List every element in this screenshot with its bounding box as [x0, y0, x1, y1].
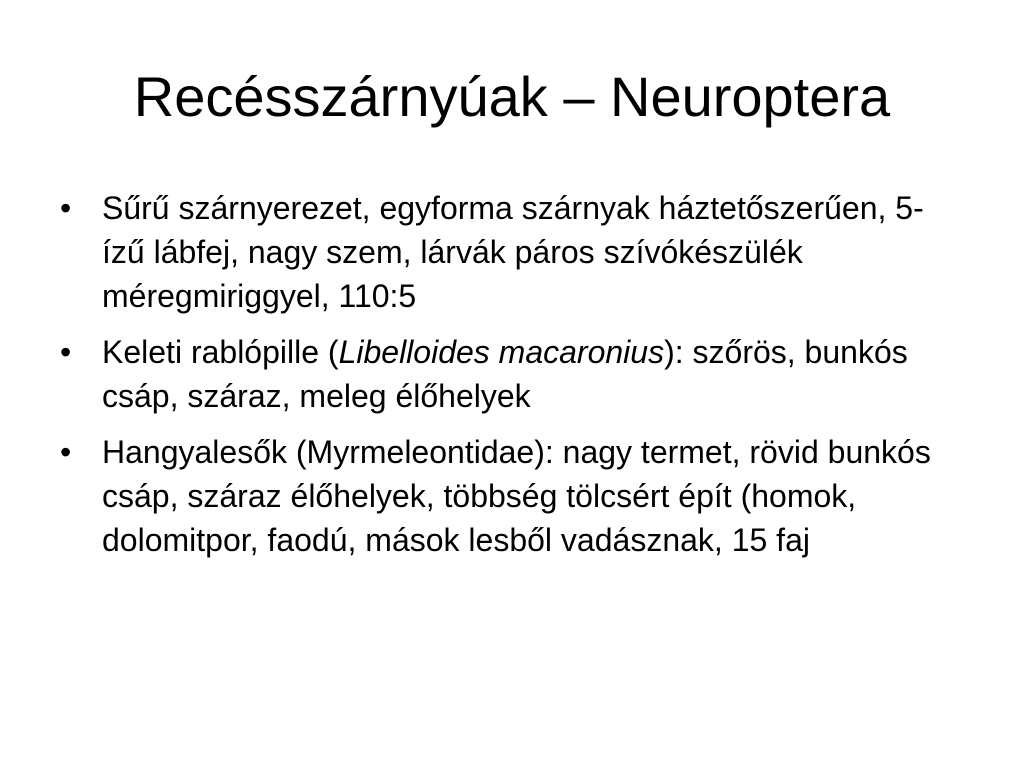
bullet-list: [60, 186, 960, 574]
species-name: Libelloides macaronius: [338, 334, 665, 370]
bullet-text: Hangyalesők (Myrmeleontidae): nagy termet, rövid bunkós csáp, száraz élőhelyek, többség tölcsért épít (homok, dolomitpor, faodú, mások lesből vadásznak, 15 faj: [102, 434, 931, 558]
bullet-icon: •: [60, 434, 72, 470]
bullet-icon: •: [60, 190, 72, 226]
bullet-text-prefix: Keleti rablópille (: [102, 334, 339, 370]
bullet-item: [60, 430, 960, 562]
slide-title: Recésszárnyúak – Neuroptera: [133, 65, 891, 128]
bullet-icon: •: [60, 334, 72, 370]
bullet-item: [60, 330, 960, 418]
bullet-text: Sűrű szárnyerezet, egyforma szárnyak háztetőszerűen, 5-ízű lábfej, nagy szem, lárvák páros szívókészülék méregmiriggyel, 110:5: [102, 190, 924, 314]
bullet-item: [60, 186, 960, 318]
bullet-text-suffix: ): szőrös, bunkós csáp, száraz, meleg élőhelyek: [102, 334, 908, 414]
